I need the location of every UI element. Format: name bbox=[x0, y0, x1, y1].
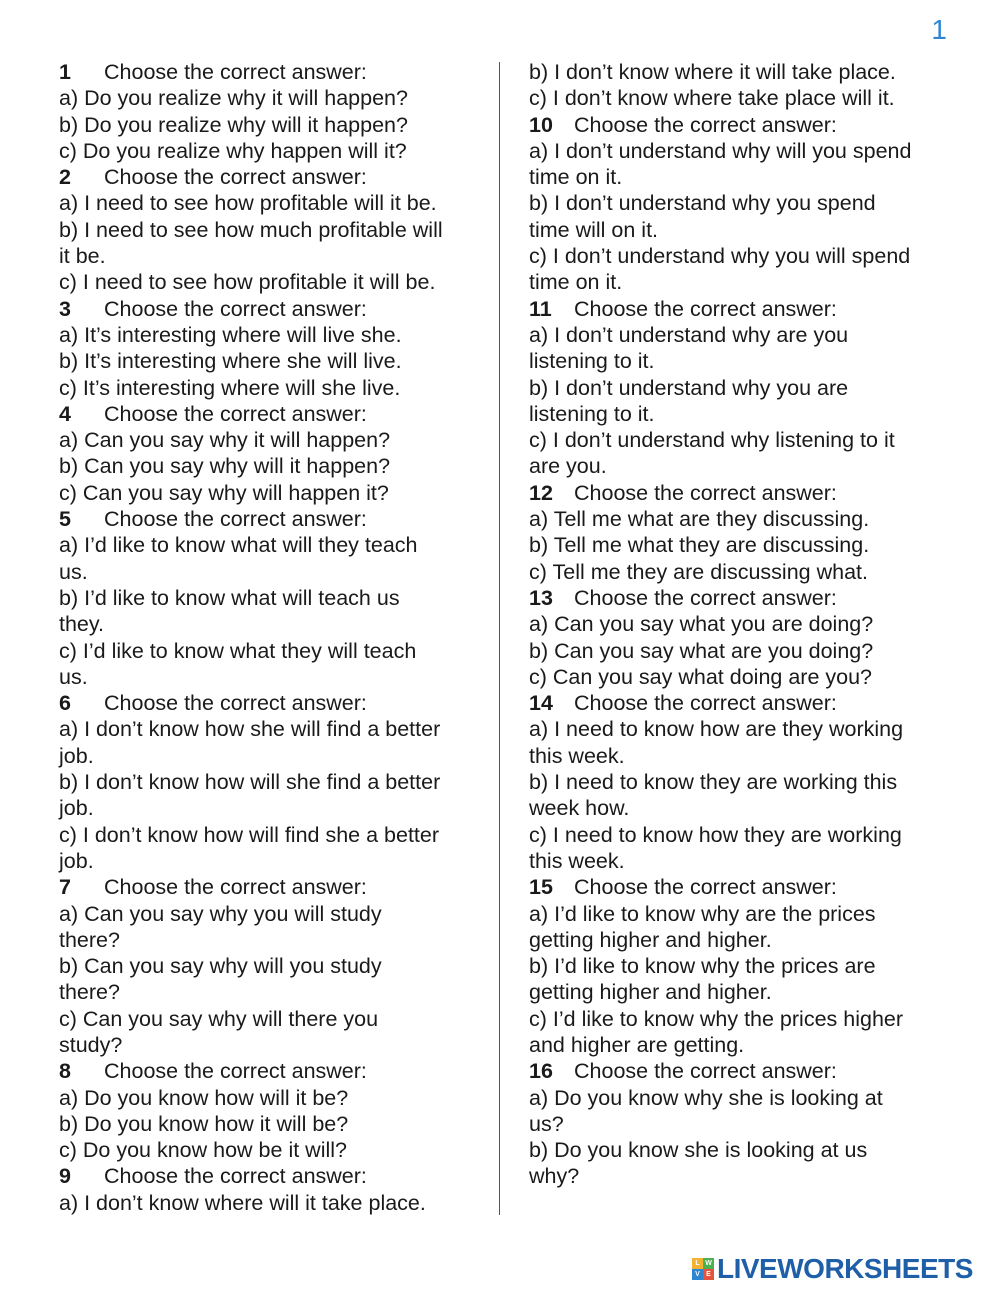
answer-option-line: job. bbox=[59, 796, 94, 821]
question-header bbox=[529, 1058, 949, 1084]
answer-option-line: a) I’d like to know why are the prices bbox=[529, 901, 876, 926]
answer-option-line: time on it. bbox=[529, 270, 623, 295]
answer-option-line: c) I’d like to know what they will teach bbox=[59, 638, 417, 663]
answer-option-line: are you. bbox=[529, 454, 607, 479]
answer-option-line: this week. bbox=[529, 848, 625, 873]
question-header bbox=[529, 585, 949, 611]
answer-option-line: c) Do you realize why happen will it? bbox=[59, 138, 407, 163]
answer-option-line: study? bbox=[59, 1032, 123, 1057]
answer-option-line: c) I don’t understand why you will spend bbox=[529, 244, 911, 269]
answer-option-line: c) Do you know how be it will? bbox=[59, 1138, 347, 1163]
question-prompt: Choose the correct answer: bbox=[104, 1059, 367, 1084]
question-number: 1 bbox=[59, 60, 71, 84]
answer-option-line: getting higher and higher. bbox=[529, 980, 772, 1005]
question-header bbox=[529, 480, 949, 506]
question-prompt: Choose the correct answer: bbox=[574, 296, 837, 321]
question-number: 3 bbox=[59, 296, 71, 321]
question-number: 6 bbox=[59, 691, 71, 716]
answer-option-line: c) Can you say why will happen it? bbox=[59, 480, 389, 505]
question-prompt: Choose the correct answer: bbox=[104, 60, 367, 84]
question-number: 11 bbox=[529, 296, 552, 321]
question-prompt: Choose the correct answer: bbox=[574, 875, 837, 900]
question-prompt: Choose the correct answer: bbox=[104, 401, 367, 426]
answer-option-line: b) I don’t understand why you spend bbox=[529, 191, 876, 216]
answer-option-line: b) Can you say why will you study bbox=[59, 954, 382, 979]
answer-option-line: b) I don’t understand why you are bbox=[529, 375, 849, 400]
question-header bbox=[529, 296, 949, 322]
answer-option-line: why? bbox=[529, 1164, 580, 1189]
answer-option-line: c) I don’t know where take place will it. bbox=[529, 86, 895, 111]
answer-option-line: b) Do you know how it will be? bbox=[59, 1111, 349, 1136]
column-divider bbox=[499, 62, 500, 1215]
logo-tile: L bbox=[692, 1258, 703, 1269]
question-number: 7 bbox=[59, 875, 71, 900]
question-number: 13 bbox=[529, 585, 553, 610]
answer-option-line: a) Can you say what you are doing? bbox=[529, 612, 874, 637]
answer-option-line: time on it. bbox=[529, 165, 623, 190]
answer-option-line: week how. bbox=[529, 796, 630, 821]
answer-option-line: a) Tell me what are they discussing. bbox=[529, 507, 870, 532]
liveworksheets-logo-icon bbox=[692, 1258, 714, 1280]
question-prompt: Choose the correct answer: bbox=[104, 875, 367, 900]
question-header bbox=[59, 1058, 479, 1084]
answer-option-line: c) I need to know how they are working bbox=[529, 822, 902, 847]
answer-option-line: b) I’d like to know what will teach us bbox=[59, 585, 400, 610]
answer-option-line: c) I don’t understand why listening to it bbox=[529, 428, 895, 453]
answer-option-line: c) I need to see how profitable it will be. bbox=[59, 270, 436, 295]
answer-option-line: us. bbox=[59, 664, 88, 689]
right-column bbox=[529, 59, 949, 1190]
question-prompt: Choose the correct answer: bbox=[574, 112, 837, 137]
question-number: 10 bbox=[529, 112, 553, 137]
answer-option-line: time will on it. bbox=[529, 217, 659, 242]
question-prompt: Choose the correct answer: bbox=[104, 691, 367, 716]
answer-option-line: listening to it. bbox=[529, 401, 655, 426]
logo-tile: W bbox=[703, 1258, 714, 1269]
answer-option-line: b) Can you say what are you doing? bbox=[529, 638, 874, 663]
question-header bbox=[529, 690, 949, 716]
answer-option-line: a) Do you realize why it will happen? bbox=[59, 86, 408, 111]
answer-option-line: b) It’s interesting where she will live. bbox=[59, 349, 402, 374]
question-header bbox=[59, 401, 479, 427]
answer-option-line: b) I need to know they are working this bbox=[529, 770, 898, 795]
question-prompt: Choose the correct answer: bbox=[574, 1059, 837, 1084]
answer-option-line: b) I don’t know where it will take place. bbox=[529, 60, 896, 84]
question-prompt: Choose the correct answer: bbox=[104, 1164, 367, 1189]
answer-option-line: there? bbox=[59, 927, 120, 952]
question-header bbox=[59, 874, 479, 900]
answer-option-line: a) Do you know how will it be? bbox=[59, 1085, 349, 1110]
answer-option-line: a) It’s interesting where will live she. bbox=[59, 322, 402, 347]
question-prompt: Choose the correct answer: bbox=[104, 507, 367, 532]
question-number: 12 bbox=[529, 480, 553, 505]
answer-option-line: b) Do you know she is looking at us bbox=[529, 1138, 868, 1163]
question-header bbox=[529, 874, 949, 900]
question-number: 2 bbox=[59, 165, 71, 190]
question-header bbox=[59, 164, 479, 190]
answer-option-line: a) I don’t know how she will find a better bbox=[59, 717, 441, 742]
answer-option-line: c) Tell me they are discussing what. bbox=[529, 559, 868, 584]
answer-option-line: it be. bbox=[59, 244, 106, 269]
answer-option-line: b) Tell me what they are discussing. bbox=[529, 533, 870, 558]
answer-option-line: a) I don’t know where will it take place. bbox=[59, 1190, 426, 1215]
answer-option-line: us. bbox=[59, 559, 88, 584]
question-number: 4 bbox=[59, 401, 71, 426]
answer-option-line: this week. bbox=[529, 743, 625, 768]
question-prompt: Choose the correct answer: bbox=[574, 691, 837, 716]
answer-option-line: they. bbox=[59, 612, 105, 637]
answer-option-line: b) I don’t know how will she find a better bbox=[59, 770, 441, 795]
answer-option-line: c) It’s interesting where will she live. bbox=[59, 375, 401, 400]
question-prompt: Choose the correct answer: bbox=[104, 296, 367, 321]
answer-option-line: us? bbox=[529, 1111, 564, 1136]
answer-option-line: b) Do you realize why will it happen? bbox=[59, 112, 408, 137]
question-number: 9 bbox=[59, 1164, 71, 1189]
question-number: 14 bbox=[529, 691, 553, 716]
logo-text: LIVEWORKSHEETS bbox=[717, 1253, 973, 1284]
question-header bbox=[59, 59, 479, 85]
question-header bbox=[59, 506, 479, 532]
question-header bbox=[59, 690, 479, 716]
question-number: 8 bbox=[59, 1059, 71, 1084]
page-number: 1 bbox=[931, 14, 947, 45]
answer-option-line: a) I’d like to know what will they teach bbox=[59, 533, 418, 558]
answer-option-line: c) I’d like to know why the prices higher bbox=[529, 1006, 904, 1031]
answer-option-line: b) Can you say why will it happen? bbox=[59, 454, 391, 479]
answer-option-line: a) Can you say why you will study bbox=[59, 901, 382, 926]
question-number: 5 bbox=[59, 507, 71, 532]
liveworksheets-logo[interactable] bbox=[692, 1254, 973, 1284]
answer-option-line: listening to it. bbox=[529, 349, 655, 374]
question-prompt: Choose the correct answer: bbox=[574, 585, 837, 610]
answer-option-line: a) Can you say why it will happen? bbox=[59, 428, 391, 453]
question-header bbox=[59, 1163, 479, 1189]
question-prompt: Choose the correct answer: bbox=[104, 165, 367, 190]
answer-option-line: a) I need to see how profitable will it be. bbox=[59, 191, 437, 216]
question-header bbox=[59, 296, 479, 322]
logo-tile: E bbox=[703, 1269, 714, 1280]
answer-option-line: c) Can you say what doing are you? bbox=[529, 664, 873, 689]
answer-option-line: c) I don’t know how will find she a better bbox=[59, 822, 440, 847]
answer-option-line: b) I’d like to know why the prices are bbox=[529, 954, 876, 979]
answer-option-line: job. bbox=[59, 743, 94, 768]
logo-tile: V bbox=[692, 1269, 703, 1280]
answer-option-line: job. bbox=[59, 848, 94, 873]
question-number: 16 bbox=[529, 1059, 553, 1084]
answer-option-line: and higher are getting. bbox=[529, 1032, 745, 1057]
answer-option-line: c) Can you say why will there you bbox=[59, 1006, 379, 1031]
answer-option-line: b) I need to see how much profitable will bbox=[59, 217, 443, 242]
answer-option-line: a) I don’t understand why are you bbox=[529, 322, 849, 347]
answer-option-line: a) Do you know why she is looking at bbox=[529, 1085, 883, 1110]
answer-option-line: getting higher and higher. bbox=[529, 927, 772, 952]
answer-option-line: a) I don’t understand why will you spend bbox=[529, 138, 912, 163]
question-prompt: Choose the correct answer: bbox=[574, 480, 837, 505]
left-column bbox=[59, 59, 479, 1216]
question-number: 15 bbox=[529, 875, 553, 900]
answer-option-line: a) I need to know how are they working bbox=[529, 717, 904, 742]
question-header bbox=[529, 112, 949, 138]
answer-option-line: there? bbox=[59, 980, 120, 1005]
